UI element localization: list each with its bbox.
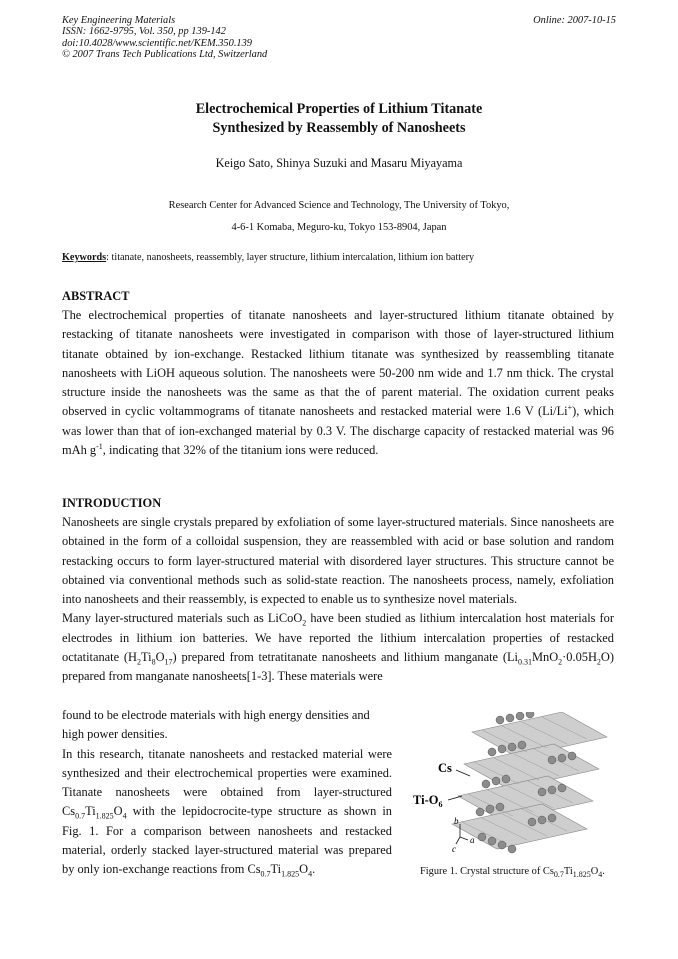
abstract-sup-1: + xyxy=(567,403,573,413)
intro-p2-sub: 2 xyxy=(558,657,563,667)
caption-sub: 4 xyxy=(598,870,603,880)
introduction-body xyxy=(62,513,614,687)
intro-p3-mid: O xyxy=(113,804,123,819)
keywords xyxy=(62,252,616,263)
intro-p3-mid: Ti xyxy=(85,804,96,819)
authors: Keigo Sato, Shinya Suzuki and Masaru Miyayama xyxy=(215,156,463,170)
intro-p2-mid: MnO xyxy=(531,650,559,665)
intro-p2-c: ) prepared from tetratitanate nanosheets and lithium manganate (Li xyxy=(172,650,518,665)
doi[interactable]: doi:10.4028/www.scientific.net/KEM.350.139 xyxy=(62,37,252,49)
intro-p3-c: . xyxy=(312,862,316,877)
abstract-text-3: , indicating that 32% of the titanium ions were reduced. xyxy=(102,443,379,458)
intro-p3-sub: 1.825 xyxy=(281,869,300,879)
intro-paragraph-1: Nanosheets are single crystals prepared by exfoliation of some layer-structured materials. Since nanosheets are obtained in the form of a colloidal suspension, they are reassembled with acid or base solution and random restacking occurs to form layer-structured material with disordered layer structures. This structure cannot be obtained via conventional methods such as solid-state reaction. The nanosheets process, namely, exfoliation into nanosheets and their reassembly, is expected to enable us to synthesize novel materials. xyxy=(62,515,614,607)
copyright: © 2007 Trans Tech Publications Ltd, Switzerland xyxy=(62,49,268,61)
intro-p2-mid: O xyxy=(155,650,165,665)
caption-sub: 0.7 xyxy=(553,870,564,880)
intro-p2-mid: ·0.05H xyxy=(562,650,597,665)
abstract-text-2: ), which was lower than that of ion-exchanged material by 0.3 V. The discharge capacity of restacked material was 96 mAh g xyxy=(62,404,615,458)
intro-p3-sub: 1.825 xyxy=(95,811,114,821)
crystal-structure-diagram xyxy=(402,712,616,862)
abstract-paragraph xyxy=(62,306,614,460)
abstract-text-1: The electrochemical properties of titanate nanosheets and layer-structured lithium titanate obtained by restacking of titanate nanosheets were investigated in comparison with those of layer-structured lithium titanate obtained by ion-exchange. Restacked lithium titanate was synthesized by reassembling titanate nanosheets with LiOH aqueous solution. The nanosheets were 50-200 nm wide and 1.7 nm thick. The crystal structure inside the nanosheets was the same as that the of parent material. The oxidation current peaks observed in cyclic voltammograms of titanate nanosheets and restacked material were 1.6 V (Li/Li xyxy=(62,308,614,419)
label-tio6 xyxy=(413,793,442,809)
caption-end: . xyxy=(602,866,605,877)
caption-text: Figure 1. Crystal structure of Cs xyxy=(420,866,554,877)
axis-a: a xyxy=(470,835,475,845)
abstract-body xyxy=(62,306,614,460)
journal-name: Key Engineering Materials xyxy=(62,15,176,26)
intro-p2-a: Many layer-structured materials such as LiCoO xyxy=(62,611,303,626)
intro-p2-sub: 2 xyxy=(302,618,307,628)
intro-paragraph-2-continued: found to be electrode materials with high energy densities and high power densities. xyxy=(62,708,370,742)
figure-caption xyxy=(420,862,605,881)
intro-p2-b: have been studied as lithium intercalation host materials for electrodes in lithium ion batteries. We have reported the lithium intercalation properties of restacked octatitanate (H xyxy=(62,611,614,665)
caption-mid: Ti xyxy=(563,866,573,877)
caption-sub: 1.825 xyxy=(572,870,591,880)
keywords-label: Keywords xyxy=(62,252,107,263)
intro-p3-sub: 4 xyxy=(122,811,127,821)
label-tio6-main: Ti-O xyxy=(413,793,439,807)
intro-p3-sub: 4 xyxy=(308,869,313,879)
intro-p3-b: with the lepidocrocite-type structure as shown in Fig. 1. For a comparison between nanosheets and restacked material, orderly stacked layer-structured material was prepared by only ion-exchange reactions from Cs xyxy=(62,804,392,877)
online-date: Online: 2007-10-15 xyxy=(533,15,616,26)
caption-mid: O xyxy=(590,866,599,877)
affiliation-line-2: 4-6-1 Komaba, Meguro-ku, Tokyo 153-8904, Japan xyxy=(231,222,447,233)
intro-p2-mid: Ti xyxy=(141,650,152,665)
issn: ISSN: 1662-9795, Vol. 350, pp 139-142 xyxy=(62,26,226,38)
intro-p2-sub: 2 xyxy=(137,657,141,667)
intro-p2-sub: 0.31 xyxy=(517,657,532,667)
intro-p3-mid: Ti xyxy=(270,862,282,877)
intro-p2-sub: 2 xyxy=(596,657,601,667)
keywords-text: : titanate, nanosheets, reassembly, layer structure, lithium intercalation, lithium ion battery xyxy=(106,252,475,263)
paper-title xyxy=(62,100,616,138)
intro-p3-a: In this research, titanate nanosheets and restacked material were synthesized and their electrochemical properties were examined. Titanate nanosheets were obtained from layer-structured Cs xyxy=(62,746,392,819)
affiliation xyxy=(62,195,616,239)
intro-p3-sub: 0.7 xyxy=(75,811,86,821)
introduction-body-narrow xyxy=(62,706,392,880)
figure-1 xyxy=(402,712,616,862)
label-tio6-sub: 6 xyxy=(438,800,443,809)
title-line-1: Electrochemical Properties of Lithium Titanate xyxy=(195,101,483,117)
introduction-heading: INTRODUCTION xyxy=(62,496,162,510)
title-line-2: Synthesized by Reassembly of Nanosheets xyxy=(212,120,466,136)
label-cs: Cs xyxy=(438,761,452,775)
intro-paragraph-2 xyxy=(62,609,614,686)
axis-b: b xyxy=(454,816,459,826)
intro-p3-sub: 0.7 xyxy=(260,869,271,879)
affiliation-line-1: Research Center for Advanced Science and Technology, The University of Tokyo, xyxy=(168,200,510,211)
intro-p3-mid: O xyxy=(299,862,309,877)
label-arrows xyxy=(448,770,470,844)
intro-p2-d: O) prepared from manganate nanosheets[1-3]. These materials were xyxy=(62,650,614,684)
abstract-heading: ABSTRACT xyxy=(62,289,130,303)
intro-paragraph-3 xyxy=(62,745,392,880)
axis-c: c xyxy=(452,844,456,854)
abstract-sup-2: -1 xyxy=(96,441,103,451)
journal-header xyxy=(62,15,616,61)
intro-p2-sub: 17 xyxy=(164,657,173,667)
intro-p2-sub: 8 xyxy=(151,657,156,667)
